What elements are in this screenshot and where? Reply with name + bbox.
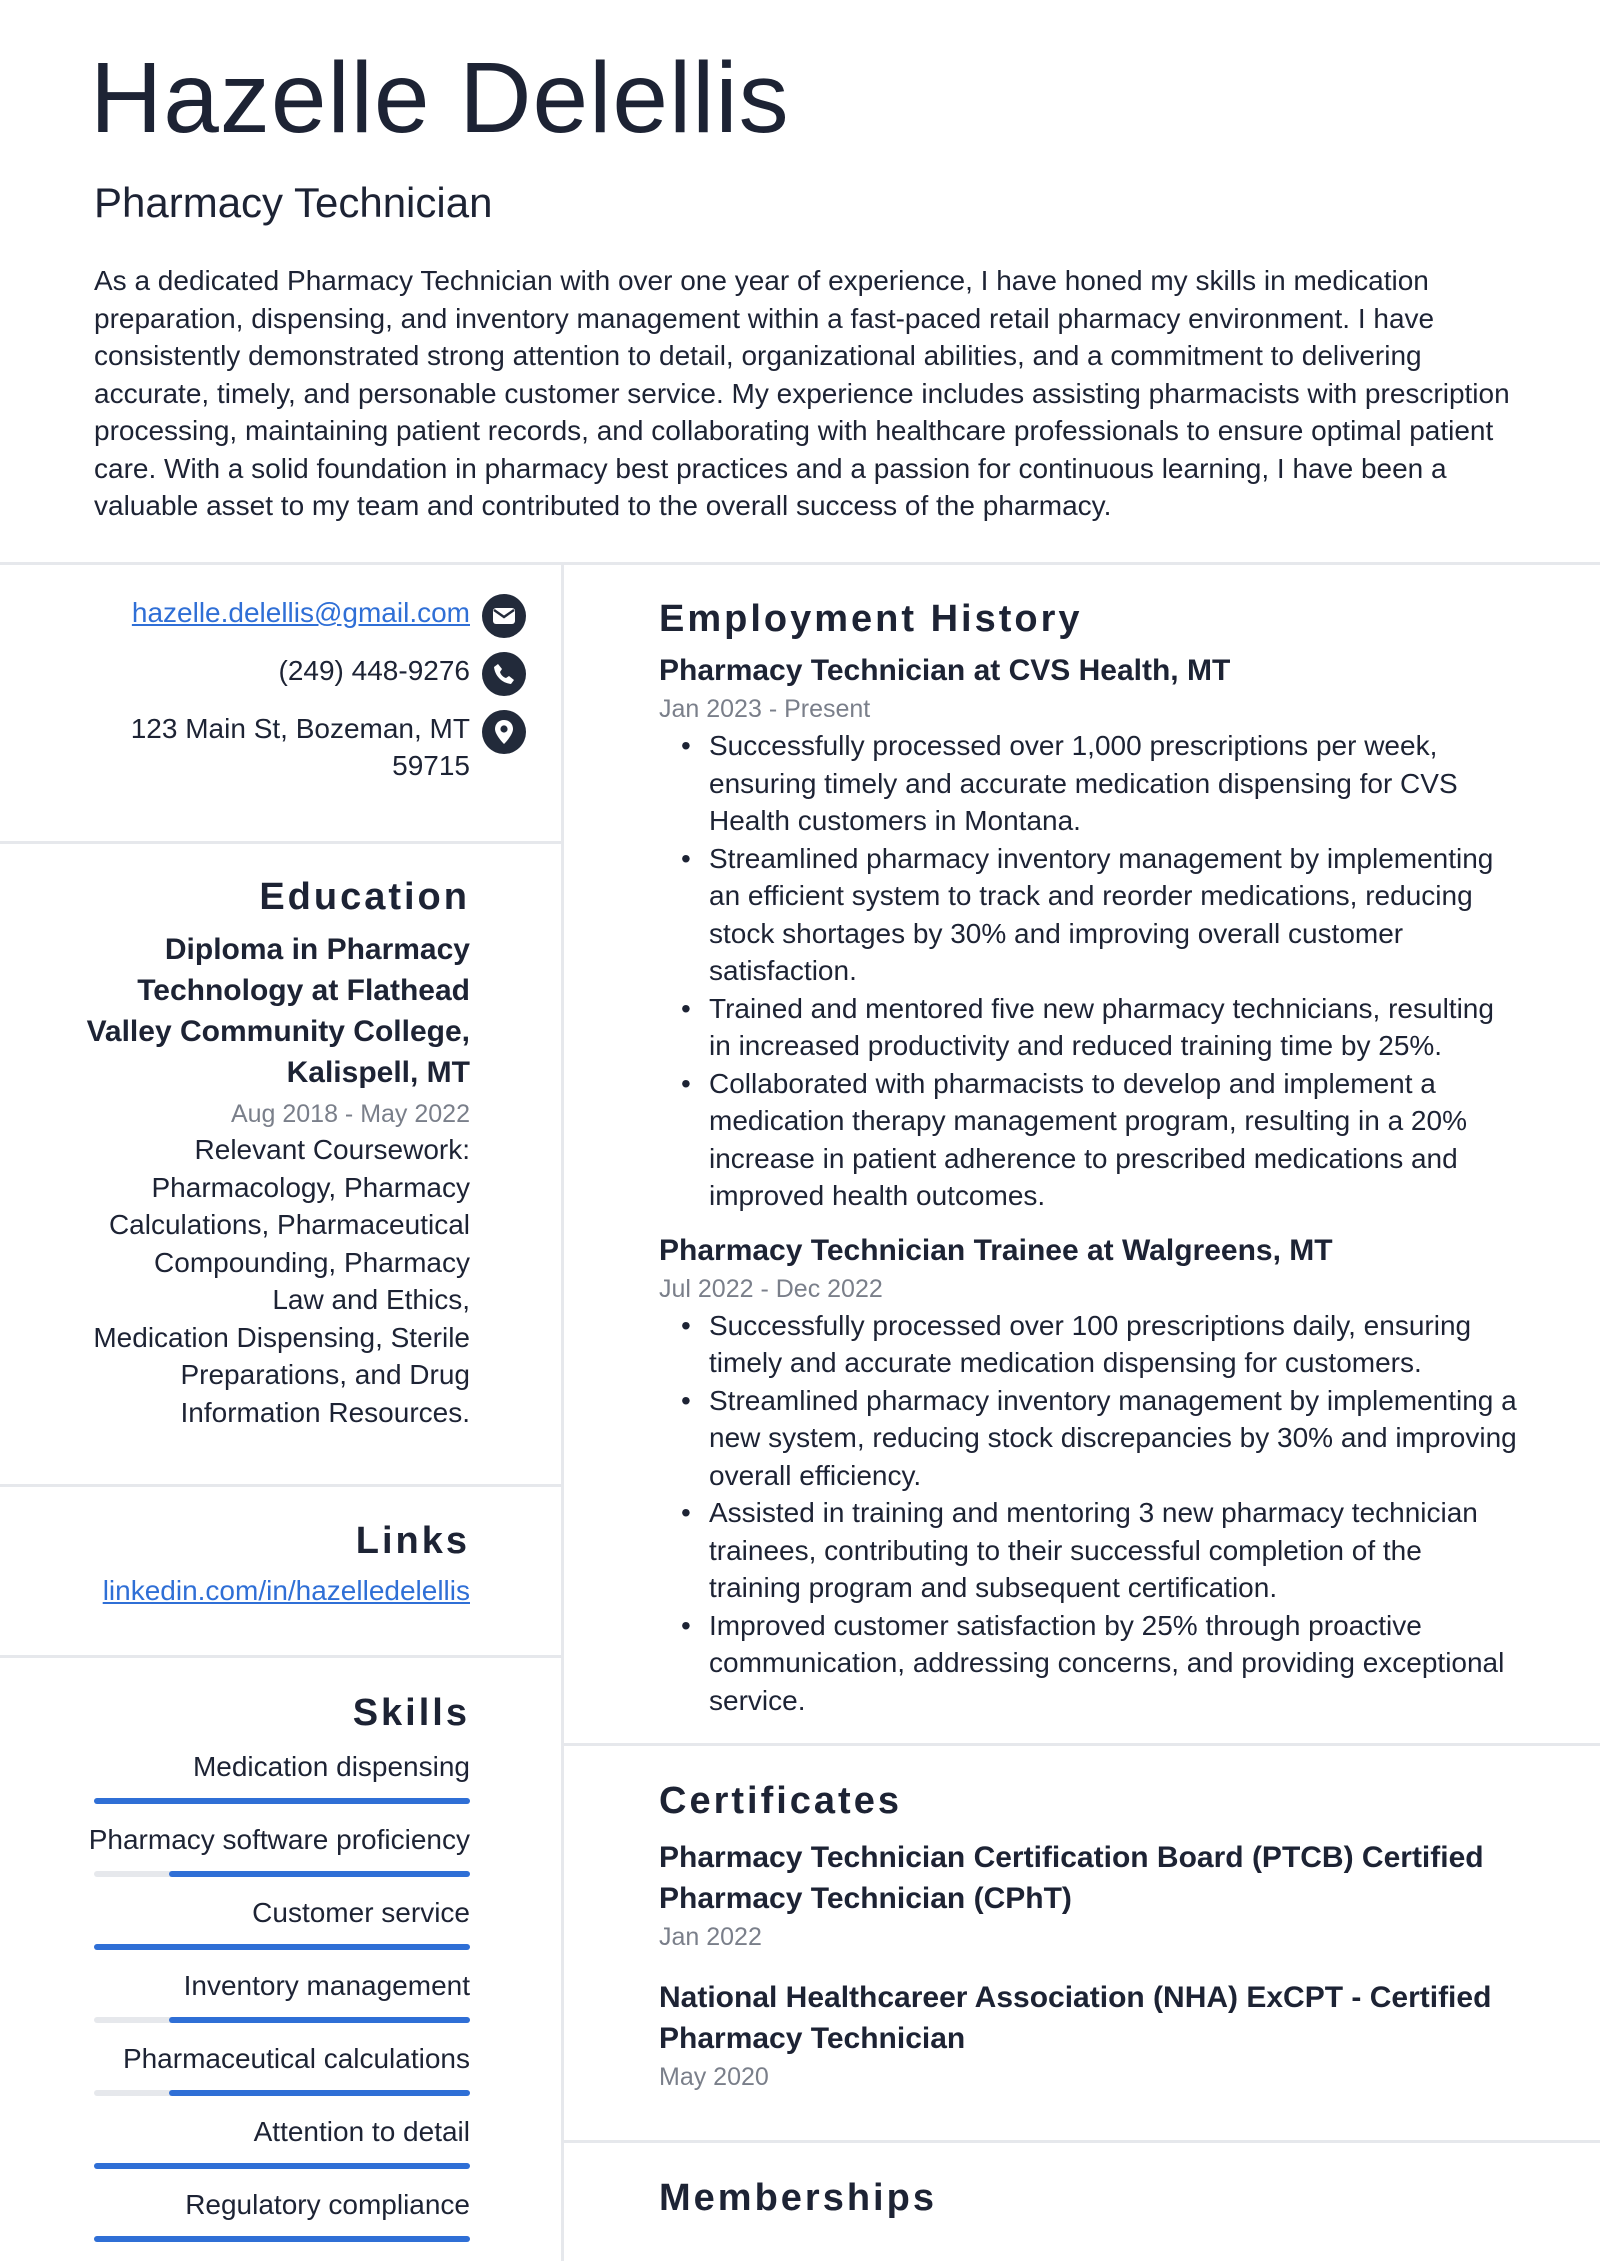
skill-name: Pharmaceutical calculations [122, 2043, 470, 2074]
phone-icon [482, 652, 526, 696]
skill-item [50, 2042, 470, 2096]
certificate-date: Jan 2022 [659, 1923, 762, 1951]
skill-bar-fill [94, 2163, 470, 2169]
skill-item [50, 1750, 470, 1804]
envelope-icon [482, 594, 526, 638]
skill-item [50, 1969, 470, 2023]
skill-bar-fill [94, 1944, 470, 1950]
links-heading: Links [355, 1520, 470, 1562]
education-dates: Aug 2018 - May 2022 [230, 1100, 470, 1128]
coursework-line: Preparations, and Drug [180, 1359, 470, 1390]
skill-bar-fill [94, 1798, 470, 1804]
address [131, 710, 470, 784]
summary-paragraph: As a dedicated Pharmacy Technician with over one year of experience, I have honed my skills in medication preparation, dispensing, and inventory management within a fast-paced retail pharmacy environment. I have consistently demonstrated strong attention to detail, organizational abilities, and a commitment to delivering accurate, timely, and personable customer service. My experience includes assisting pharmacists with prescription processing, maintaining patient records, and collaborating with healthcare professionals to ensure optimal patient care. With a solid foundation in pharmacy best practices and a passion for continuous learning, I have been a valuable asset to my team and contributed to the overall success of the pharmacy. [94, 265, 1510, 521]
resume-name: Hazelle Delellis [90, 42, 790, 154]
skill-item [50, 1823, 470, 1877]
education-heading: Education [259, 876, 470, 918]
education-section [30, 876, 470, 1431]
job-bullet: • Streamlined pharmacy inventory management by implementing a new system, reducing stock discrepancies by 30% and improving overall efficiency. [709, 1382, 1519, 1495]
job-entry [659, 1231, 1519, 1720]
memberships-section [659, 2177, 1519, 2220]
skill-name: Regulatory compliance [185, 2189, 470, 2220]
coursework-line: Medication Dispensing, Sterile [93, 1321, 470, 1353]
degree-line: Diploma in Pharmacy [164, 933, 470, 966]
skill-item [50, 1896, 470, 1950]
skill-name: Pharmacy software proficiency [88, 1824, 470, 1855]
job-dates: Jul 2022 - Dec 2022 [659, 1274, 883, 1303]
skill-name: Attention to detail [253, 2116, 470, 2147]
education-degree [30, 929, 470, 1093]
degree-line: Technology at Flathead [137, 974, 470, 1007]
job-bullet: • Streamlined pharmacy inventory management by implementing an efficient system to track and reorder medications, reducing stock shortages by 30% and improving overall customer satisfaction. [709, 840, 1519, 990]
skill-bar [94, 1798, 470, 1804]
job-title: Pharmacy Technician at CVS Health, MT [659, 654, 1231, 687]
skill-bar [94, 2236, 470, 2242]
job-bullet: • Assisted in training and mentoring 3 new pharmacy technician trainees, contributing to their successful completion of the training program and subsequent certification. [709, 1494, 1519, 1607]
job-bullets [659, 727, 1519, 1215]
header-divider [0, 562, 1600, 565]
skill-bar [94, 2090, 470, 2096]
certificates-divider [563, 2140, 1600, 2143]
skills-heading: Skills [352, 1692, 470, 1734]
skill-bar [94, 1944, 470, 1950]
job-dates: Jan 2023 - Present [659, 695, 871, 723]
skill-item [50, 2115, 470, 2169]
job-bullet: • Collaborated with pharmacists to develop and implement a medication therapy management program, resulting in a 20% increase in patient adherence to prescribed medications and improved health outcomes. [709, 1065, 1519, 1215]
links-divider [0, 1655, 563, 1658]
education-divider [0, 1484, 563, 1487]
certificate-date: May 2020 [659, 2063, 769, 2091]
job-bullet: • Improved customer satisfaction by 25% through proactive communication, addressing concerns, and providing exceptional service. [709, 1607, 1519, 1720]
coursework-line: Compounding, Pharmacy [154, 1246, 470, 1278]
job-entry [659, 651, 1519, 1215]
links-section [30, 1520, 470, 1607]
employment-section [659, 598, 1519, 1719]
column-divider [561, 562, 564, 2261]
coursework-line: Law and Ethics, [272, 1284, 470, 1315]
skill-bar-fill [94, 2236, 470, 2242]
skill-bar-fill [169, 1871, 470, 1877]
coursework-line: Relevant Coursework: [194, 1134, 470, 1165]
certificate-entry [659, 1977, 1519, 2095]
education-coursework [30, 1131, 470, 1431]
employment-heading: Employment History [659, 598, 1083, 640]
certificate-title: Pharmacy Technician Certification Board (PTCB) Certified Pharmacy Technician (CPhT) [659, 1841, 1484, 1915]
email-link[interactable]: hazelle.delellis@gmail.com [131, 597, 470, 628]
degree-line: Kalispell, MT [286, 1056, 470, 1089]
contact-email-row [132, 594, 526, 638]
address-line-1: 123 Main St, Bozeman, MT [130, 713, 470, 744]
skill-item [50, 2188, 470, 2242]
certificate-entry [659, 1837, 1519, 1955]
skill-bar-fill [169, 2090, 470, 2096]
degree-line: Valley Community College, [86, 1015, 470, 1048]
job-bullet: • Trained and mentored five new pharmacy technicians, resulting in increased productivity and reduced training time by 25%. [709, 990, 1519, 1065]
skill-name: Inventory management [183, 1970, 470, 2001]
job-bullets [659, 1307, 1519, 1720]
coursework-line: Calculations, Pharmaceutical [108, 1209, 470, 1240]
phone-number: (249) 448-9276 [278, 655, 470, 686]
skill-name: Customer service [252, 1897, 470, 1928]
contact-address-row [131, 710, 526, 784]
memberships-heading: Memberships [659, 2177, 937, 2219]
job-bullet: • Successfully processed over 1,000 prescriptions per week, ensuring timely and accurate medication dispensing for CVS Health customers in Montana. [709, 727, 1519, 840]
linkedin-link[interactable]: linkedin.com/in/hazelledelellis [102, 1575, 470, 1606]
skill-name: Medication dispensing [192, 1751, 470, 1782]
address-line-2: 59715 [392, 750, 470, 781]
contact-phone-row [279, 652, 526, 696]
employment-divider [563, 1743, 1600, 1746]
resume-job-title: Pharmacy Technician [94, 179, 493, 226]
skill-bar [94, 2163, 470, 2169]
skills-heading-wrap [30, 1692, 470, 1735]
skill-bar [94, 2017, 470, 2023]
job-bullet: • Successfully processed over 100 prescriptions daily, ensuring timely and accurate medication dispensing for customers. [709, 1307, 1519, 1382]
coursework-line: Information Resources. [180, 1396, 470, 1428]
coursework-line: Pharmacology, Pharmacy [151, 1171, 470, 1203]
certificate-title: National Healthcareer Association (NHA) ExCPT - Certified Pharmacy Technician [659, 1981, 1492, 2055]
map-pin-icon [482, 710, 526, 754]
certificates-heading: Certificates [659, 1780, 902, 1822]
job-title: Pharmacy Technician Trainee at Walgreens, MT [659, 1233, 1333, 1267]
skill-bar-fill [169, 2017, 470, 2023]
contact-divider [0, 841, 563, 844]
skill-bar [94, 1871, 470, 1877]
certificates-section [659, 1780, 1519, 2095]
